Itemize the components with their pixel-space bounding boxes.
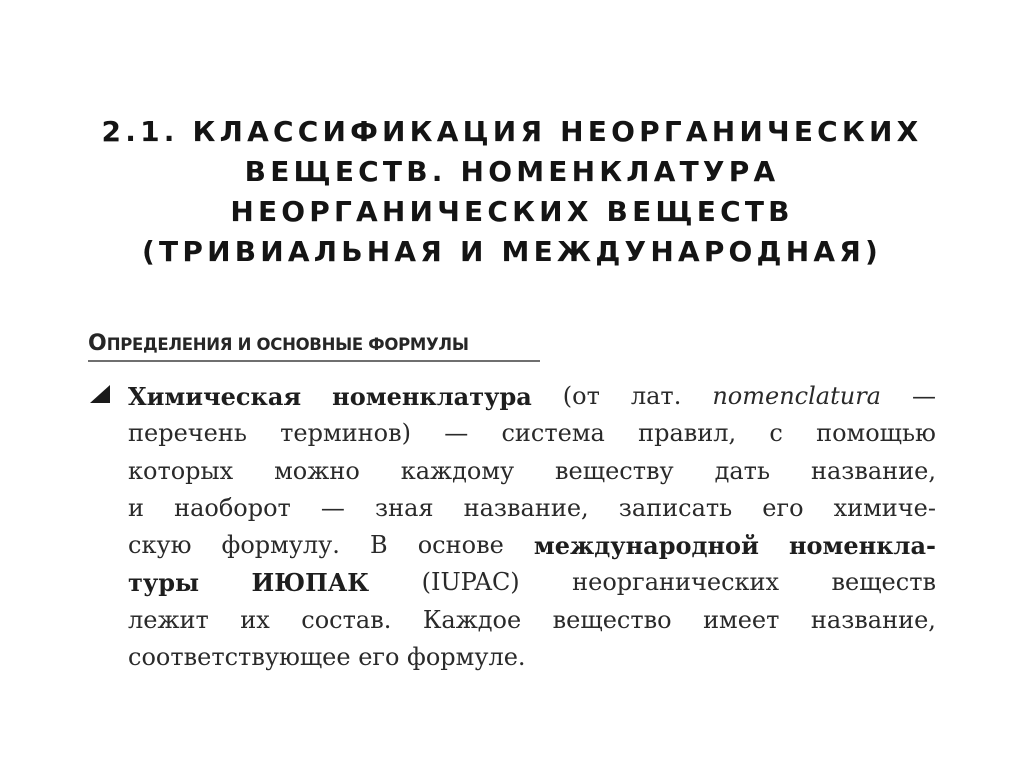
triangle-bullet-icon (90, 385, 110, 403)
chapter-title-line: НЕОРГАНИЧЕСКИХ ВЕЩЕСТВ (230, 195, 794, 228)
word: имеет (703, 605, 780, 634)
word: состав. (301, 605, 392, 634)
word: — (911, 382, 936, 410)
word: и (128, 493, 144, 522)
term-word: туры (128, 568, 200, 598)
word: которых (128, 456, 234, 485)
word: зная (374, 493, 434, 522)
paragraph-last-line: соответствующее его формуле. (128, 643, 526, 672)
word: записать (618, 493, 733, 522)
word: скую (128, 531, 192, 560)
paragraph-line (128, 639, 936, 676)
word: система (501, 419, 605, 448)
word: веществ (831, 568, 936, 597)
word: Каждое (422, 605, 522, 634)
paragraph-line (128, 564, 936, 601)
word: веществу (555, 456, 674, 485)
word: основе (417, 531, 504, 560)
paragraph-line (128, 490, 936, 527)
term-word: Химическая (128, 382, 302, 411)
term-word: номенкла- (788, 531, 936, 561)
section-heading (88, 330, 540, 362)
word: В (370, 531, 388, 560)
definition-paragraph (128, 378, 936, 676)
word: лежит (128, 605, 209, 634)
paragraph-line (128, 453, 936, 490)
word: каждому (400, 456, 515, 485)
word: их (240, 605, 270, 634)
term-word: международной (533, 531, 759, 561)
word: лат. (630, 382, 682, 410)
word: — (444, 419, 469, 448)
paragraph-line (128, 378, 936, 415)
word: помощью (816, 419, 936, 448)
word: химиче- (833, 493, 936, 522)
section-heading-initial: О (88, 331, 107, 356)
word: (IUPAC) (421, 568, 520, 597)
word: неорганических (572, 568, 780, 597)
section-heading-rest: ПРЕДЕЛЕНИЯ И ОСНОВНЫЕ ФОРМУЛЫ (106, 335, 469, 354)
word: (от (562, 382, 600, 410)
latin-term: nomenclatura (712, 382, 881, 410)
word: — (320, 493, 345, 522)
word: дать (714, 456, 771, 485)
word: правил, (638, 419, 737, 448)
paragraph-line (128, 415, 936, 452)
word: вещество (552, 605, 672, 634)
word: его (762, 493, 804, 522)
word: с (769, 419, 783, 448)
paragraph-line (128, 602, 936, 639)
word: терминов) (280, 419, 411, 448)
word: название, (810, 456, 936, 485)
word: название, (463, 493, 589, 522)
word: название, (810, 605, 936, 634)
word: можно (274, 456, 360, 485)
chapter-title-line: 2.1. КЛАССИФИКАЦИЯ НЕОРГАНИЧЕСКИХ (101, 115, 923, 148)
term-word: ИЮПАК (251, 568, 370, 598)
word: формулу. (221, 531, 340, 560)
term-word: номенклатура (332, 382, 532, 411)
chapter-title-line: ВЕЩЕСТВ. НОМЕНКЛАТУРА (244, 155, 780, 188)
chapter-title-line: (ТРИВИАЛЬНАЯ И МЕЖДУНАРОДНАЯ) (142, 235, 882, 268)
word: наоборот (174, 493, 291, 522)
word: перечень (128, 419, 247, 448)
chapter-title (60, 112, 964, 272)
paragraph-line (128, 527, 936, 564)
